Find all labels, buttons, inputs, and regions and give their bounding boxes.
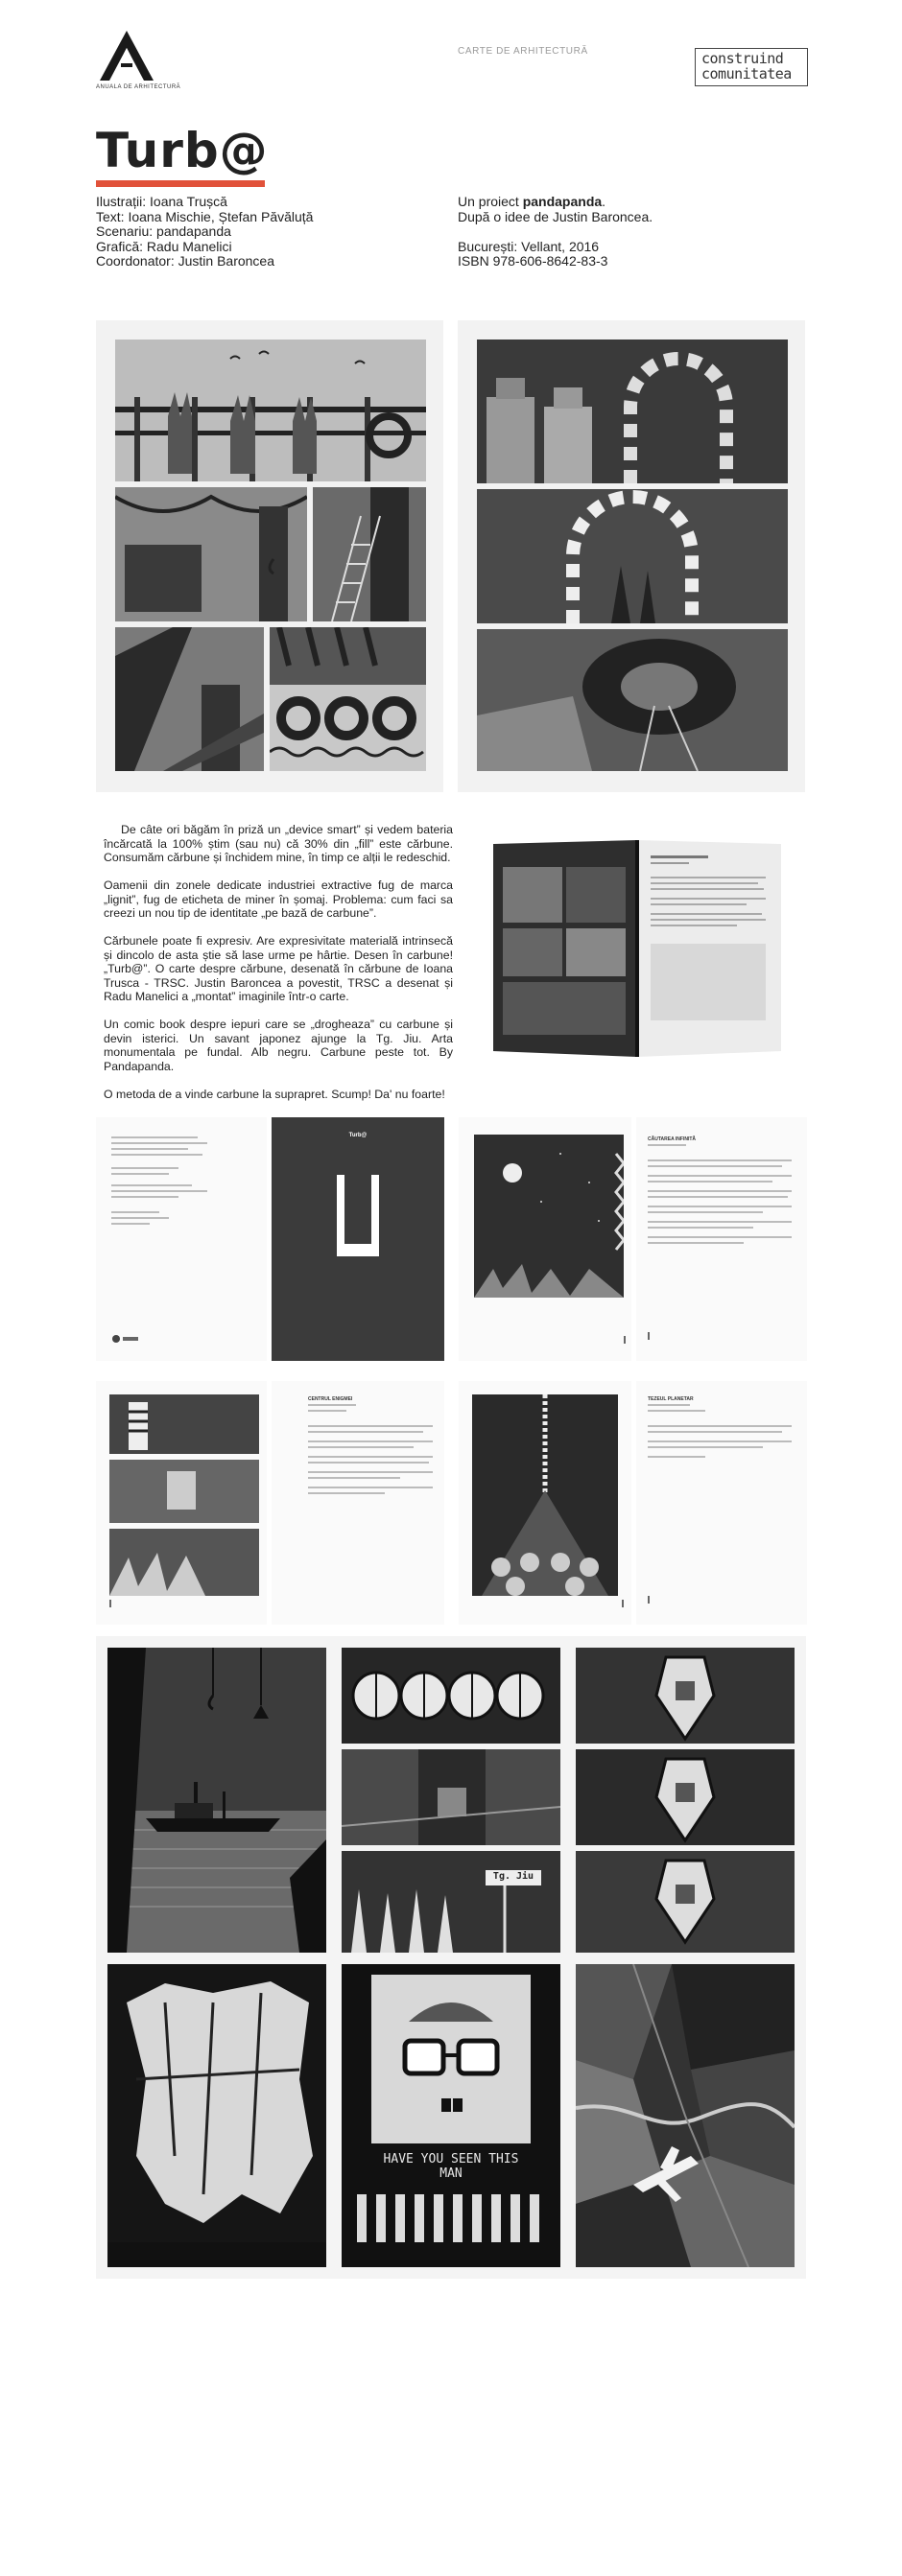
credit-coordinator: Coordonator: Justin Baroncea	[96, 253, 274, 269]
lifebuoys-illustration	[270, 627, 426, 771]
partner-logo	[695, 48, 808, 86]
gallery-spread	[96, 1636, 806, 2279]
gallery-page-ship	[107, 1648, 326, 1953]
tunnel-illustration	[477, 489, 788, 623]
open-book-illustration	[489, 838, 785, 1061]
gallery-page-aerial	[576, 1964, 795, 2267]
comic-panel	[115, 487, 307, 621]
paragraph: De câte ori băgăm în priză un „device smart” și vedem bateria încărcată la 100% știm (sau nu) că 30% din „fill” este cărbune. Consumăm cărbune și închidem mine, în timp ce alții le redeschid.	[104, 823, 453, 864]
colophon-page-thumb	[96, 1117, 267, 1361]
rabbits-light-illustration	[472, 1394, 618, 1596]
chapter-title: TEZEUL PLANETAR	[648, 1396, 694, 1402]
credit-script: Scenariu: pandapanda	[96, 223, 231, 239]
credit-graphics: Grafică: Radu Manelici	[96, 238, 232, 254]
paragraph: O metoda de a vinde carbune la suprapret. Scump! Da' nu foarte!	[104, 1087, 445, 1101]
lantern-illustration	[576, 1851, 795, 1953]
chapter-title: CENTRUL ENIGMEI	[308, 1396, 353, 1402]
project-name: pandapanda	[522, 194, 603, 209]
gallery-page-poster	[342, 1964, 560, 2267]
gallery-page-portholes	[342, 1648, 560, 1953]
rabbits-fence-illustration	[115, 340, 426, 481]
rabbits-page-thumb	[459, 1381, 631, 1625]
credit-illustrations: Ilustrații: Ioana Trușcă	[96, 194, 227, 209]
logo-icon	[111, 1332, 140, 1346]
comic-panel	[115, 627, 264, 771]
comic-page-thumb	[96, 1381, 267, 1625]
comic-panel	[576, 1851, 795, 1953]
logo-mark-icon	[96, 29, 157, 82]
cover-page-thumb	[272, 1117, 444, 1361]
beams-illustration	[115, 627, 264, 771]
comic-panel	[477, 489, 788, 623]
road-sign-text: Tg. Jiu	[492, 1871, 534, 1882]
publisher-line: București: Vellant, 2016	[458, 238, 600, 254]
rabbit-closeup-illustration	[342, 1749, 560, 1845]
comic-panel	[342, 1851, 560, 1953]
rabbits-sign-illustration	[342, 1851, 560, 1953]
cover-u-shape-illustration	[272, 1117, 444, 1361]
open-book-photo	[489, 838, 785, 1061]
description-text	[104, 823, 453, 1115]
comic-panel	[270, 627, 426, 771]
publication-info	[458, 195, 653, 269]
chapter-title: CĂUTAREA INFINITĂ	[648, 1136, 696, 1142]
ladder-illustration	[313, 487, 426, 621]
comic-panel	[477, 629, 788, 771]
aerial-map-illustration	[576, 1964, 795, 2267]
credits-block	[96, 195, 313, 269]
chapter-three-page-thumb	[636, 1381, 807, 1625]
chapter-two-page-thumb	[272, 1381, 444, 1625]
comic-panel	[576, 1648, 795, 1744]
gallery-page-rocks	[107, 1964, 326, 2267]
lantern-illustration	[576, 1749, 795, 1845]
comic-panel	[115, 340, 426, 481]
moon-night-illustration	[474, 1135, 624, 1298]
page-title: Turb@	[96, 123, 269, 178]
comic-panel	[477, 340, 788, 483]
wanted-poster-illustration	[342, 1964, 560, 2267]
night-page-thumb	[459, 1117, 631, 1361]
comic-panel	[576, 1749, 795, 1845]
idea-line: După o idee de Justin Baroncea.	[458, 208, 653, 224]
chapter-text-page-thumb	[636, 1117, 807, 1361]
logo-text: ANUALA DE ARHITECTURĂ	[96, 84, 181, 90]
poster-text: HAVE YOU SEEN THIS MAN	[383, 2152, 519, 2181]
rock-formation-illustration	[107, 1964, 326, 2267]
ship-harbor-illustration	[107, 1648, 326, 1953]
bottles-tunnel-illustration	[477, 340, 788, 483]
paragraph: Cărbunele poate fi expresiv. Are expresivitate materială intrinsecă și dincolo de asta știe să lase urme pe hârtie. Desen în carbune! „Turb@”. O carte despre cărbune, desenată în cărbune de Ioana Trusca - TRSC. Justin Baroncea a povestit, TRSC a desenat și Radu Manelici a „montat” imaginile într-o carte.	[104, 934, 453, 1003]
comic-page-left	[96, 320, 443, 792]
portholes-illustration	[342, 1648, 560, 1744]
gallery-page-lanterns	[576, 1648, 795, 1953]
paragraph: Oamenii din zonele dedicate industriei extractive fug de marca „lignit”, fug de eticheta de miner în șomaj. Problema: cum faci sa creezi un nou tip de identitate „pe bază de carbune”.	[104, 878, 453, 920]
credit-text: Text: Ioana Mischie, Ștefan Păvăluță	[96, 208, 314, 224]
partner-logo-line1: construind	[701, 50, 784, 67]
comic-panel	[313, 487, 426, 621]
logo	[96, 29, 181, 94]
comic-strip-illustration	[109, 1394, 259, 1596]
paragraph: Un comic book despre iepuri care se „drogheaza” cu carbune și devin isterici. Un savant japonez ajunge la Tg. Jiu. Arta monumentala pe fundal. Alb negru. Carbune peste tot. By Pandapanda.	[104, 1018, 453, 1073]
category-label: CARTE DE ARHITECTURĂ	[458, 46, 588, 57]
lantern-illustration	[576, 1648, 795, 1744]
project-line: Un proiect pandapanda.	[458, 194, 606, 209]
isbn-line: ISBN 978-606-8642-83-3	[458, 253, 608, 269]
title-underline	[96, 180, 265, 187]
comic-panel	[342, 1648, 560, 1744]
cover-title: Turb@	[348, 1133, 368, 1138]
comic-page-right	[458, 320, 805, 792]
comic-panel	[342, 1749, 560, 1845]
mine-cart-illustration	[477, 629, 788, 771]
ship-deck-illustration	[115, 487, 307, 621]
partner-logo-line2: comunitatea	[701, 65, 792, 82]
